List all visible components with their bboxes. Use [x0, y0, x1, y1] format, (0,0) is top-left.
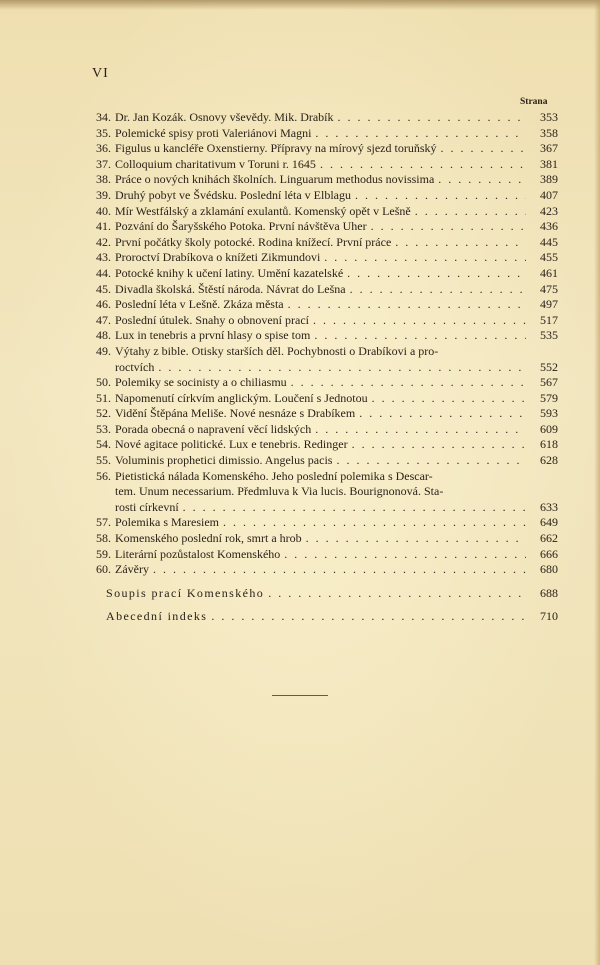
- toc-leader-dots: [438, 172, 526, 188]
- toc-entry: [86, 188, 558, 204]
- toc-entry-page: 445: [540, 234, 558, 249]
- toc-entry: [86, 141, 558, 157]
- toc-entry-continuation: [86, 484, 558, 500]
- toc-entry: [86, 110, 558, 126]
- toc-entry: [86, 266, 558, 282]
- toc-entry-title: rosti církevní: [115, 499, 179, 514]
- toc-entry-page: 497: [540, 297, 558, 312]
- toc-entry-page: 461: [540, 265, 558, 280]
- toc-entry: [86, 437, 558, 453]
- toc-entry-number: 52.: [96, 406, 111, 421]
- toc-entry-page: 710: [540, 609, 558, 624]
- toc-leader-dots: [352, 437, 526, 453]
- toc-entry-title: Voluminis prophetici dimissio. Angelus pacis: [115, 453, 333, 468]
- toc-leader-dots: [306, 531, 526, 547]
- toc-entry-number: 42.: [96, 234, 111, 249]
- toc-entry-title: Figulus u kancléře Oxenstierny. Přípravy na mírový sjezd toruňský: [115, 141, 437, 156]
- toc-entry-page: 552: [540, 359, 558, 374]
- toc-leader-dots: [158, 360, 526, 376]
- toc-leader-dots: [347, 266, 526, 282]
- toc-leader-dots: [320, 157, 526, 173]
- toc-entry-title: Literární pozůstalost Komenského: [115, 546, 281, 561]
- toc-entry: [86, 219, 558, 235]
- toc-entry-number: 37.: [96, 156, 111, 171]
- toc-entry-number: 56.: [96, 468, 111, 483]
- toc-leader-dots: [288, 297, 526, 313]
- toc-entry: [86, 375, 558, 391]
- toc-entry-number: 59.: [96, 546, 111, 561]
- toc-leader-dots: [314, 328, 526, 344]
- toc-entry-title: První počátky školy potocké. Rodina knížecí. První práce: [115, 234, 392, 249]
- toc-entry-title: Mír Westfálský a zklamání exulantů. Komenský opět v Lešně: [115, 203, 411, 218]
- toc-entry-page: 633: [540, 499, 558, 514]
- toc-entry-page: 579: [540, 390, 558, 405]
- toc-entry-page: 688: [540, 585, 558, 600]
- toc-entry-title: Divadla školská. Štěstí národa. Návrat do Lešna: [115, 281, 346, 296]
- toc-entry-title: Pozvání do Šaryšského Potoka. První návštěva Uher: [115, 219, 367, 234]
- toc-entry-title: Poslední léta v Lešně. Zkáza města: [115, 297, 284, 312]
- toc-spacer: [86, 601, 558, 609]
- toc-entry-title: Colloquium charitativum v Toruni r. 1645: [115, 156, 316, 171]
- toc-leader-dots: [315, 126, 526, 142]
- toc-entry-page: 517: [540, 312, 558, 327]
- toc-leader-dots: [371, 219, 526, 235]
- toc-entry-number: 57.: [96, 515, 111, 530]
- toc-entry-page: 455: [540, 250, 558, 265]
- toc-entry-number: 48.: [96, 328, 111, 343]
- toc-entry-title: tem. Unum necessarium. Předmluva k Via lucis. Bourignonová. Sta-: [115, 484, 444, 499]
- toc-entry: [86, 453, 558, 469]
- toc-entry: [86, 422, 558, 438]
- toc-entry-title: Vidění Štěpána Meliše. Nové nesnáze s Drabíkem: [115, 406, 356, 421]
- toc-entry-page: 407: [540, 187, 558, 202]
- toc-leader-dots: [350, 282, 526, 298]
- toc-entry-number: 50.: [96, 375, 111, 390]
- toc-leader-dots: [313, 313, 526, 329]
- toc-entry: [86, 531, 558, 547]
- toc-leader-dots: [315, 422, 526, 438]
- toc-entry: [86, 204, 558, 220]
- toc-entry: [86, 515, 558, 531]
- toc-leader-dots: [223, 515, 526, 531]
- toc-entry-number: 44.: [96, 265, 111, 280]
- toc-entry-title: Potocké knihy k učení latiny. Umění kazatelské: [115, 265, 344, 280]
- toc-entry-page: 680: [540, 562, 558, 577]
- toc-entry-page: 649: [540, 515, 558, 530]
- toc-entry: [86, 282, 558, 298]
- toc-entry-number: 36.: [96, 141, 111, 156]
- toc-entry: [86, 547, 558, 563]
- toc-entry: [86, 313, 558, 329]
- toc-entry: [86, 297, 558, 313]
- toc-appendix-entry: [86, 586, 558, 602]
- toc-entry-page: 475: [540, 281, 558, 296]
- toc-entry-page: 358: [540, 125, 558, 140]
- toc-entry-title: Závěry: [115, 562, 149, 577]
- toc-entry-number: 40.: [96, 203, 111, 218]
- toc-entry-page: 367: [540, 141, 558, 156]
- toc-entry-page: 381: [540, 156, 558, 171]
- toc-entry: [86, 172, 558, 188]
- toc-leader-dots: [372, 391, 526, 407]
- toc-leader-dots: [268, 586, 526, 602]
- toc-entry-number: 45.: [96, 281, 111, 296]
- toc-entry-number: 54.: [96, 437, 111, 452]
- closing-rule: [272, 695, 328, 696]
- toc-entry-title: Polemické spisy proti Valeriánovi Magni: [115, 125, 312, 140]
- toc-leader-dots: [441, 141, 527, 157]
- toc-entry-number: 55.: [96, 453, 111, 468]
- toc-entry-title: Výtahy z bible. Otisky starších děl. Pochybnosti o Drabíkovi a pro-: [115, 343, 439, 358]
- toc-entry-page: 618: [540, 437, 558, 452]
- toc-entry-page: 423: [540, 203, 558, 218]
- toc-entry-page: 609: [540, 421, 558, 436]
- toc-entry-page: 593: [540, 406, 558, 421]
- toc-leader-dots: [355, 188, 526, 204]
- toc-entry-page: 628: [540, 453, 558, 468]
- toc-leader-dots: [395, 235, 526, 251]
- toc-entry: [86, 562, 558, 578]
- toc-entry-number: 49.: [96, 343, 111, 358]
- toc-leader-dots: [324, 250, 526, 266]
- toc-entry: [86, 235, 558, 251]
- toc-leader-dots: [336, 453, 526, 469]
- toc-entry: [86, 391, 558, 407]
- toc-entry-title: Pietistická nálada Komenského. Jeho poslední polemika s Descar-: [115, 468, 433, 483]
- toc-entry-title: Dr. Jan Kozák. Osnovy vševědy. Mik. Drabík: [115, 110, 334, 124]
- toc-leader-dots: [211, 609, 526, 625]
- toc-entry: [86, 250, 558, 266]
- toc-entry-number: 53.: [96, 421, 111, 436]
- toc-entry-page: 666: [540, 546, 558, 561]
- page-edge-shadow-right: [594, 0, 600, 965]
- toc-entry-number: 41.: [96, 219, 111, 234]
- table-of-contents: [86, 110, 558, 625]
- toc-entry-number: 34.: [96, 110, 111, 124]
- page-column-header: Strana: [520, 97, 548, 107]
- toc-leader-dots: [284, 547, 526, 563]
- toc-leader-dots: [338, 110, 526, 126]
- toc-entry-page: 436: [540, 219, 558, 234]
- toc-entry-title: Napomenutí církvím anglickým. Loučení s Jednotou: [115, 390, 368, 405]
- toc-entry-title: Poslední útulek. Snahy o obnovení prací: [115, 312, 309, 327]
- page-number: VI: [92, 66, 109, 81]
- toc-entry-page: 535: [540, 328, 558, 343]
- toc-entry-number: 43.: [96, 250, 111, 265]
- toc-entry-number: 46.: [96, 297, 111, 312]
- page-edge-shadow: [0, 0, 600, 10]
- toc-entry-number: 39.: [96, 187, 111, 202]
- toc-entry: [86, 328, 558, 344]
- toc-entry-title: roctvích: [115, 359, 155, 374]
- toc-entry-title: Druhý pobyt ve Švédsku. Poslední léta v Elblagu: [115, 187, 351, 202]
- toc-entry-number: 60.: [96, 562, 111, 577]
- toc-entry-page: 353: [540, 110, 558, 124]
- toc-entry-continuation: [86, 500, 558, 516]
- toc-entry-title: Lux in tenebris a první hlasy o spise tom: [115, 328, 311, 343]
- toc-entry-page: 567: [540, 375, 558, 390]
- toc-entry-number: 47.: [96, 312, 111, 327]
- toc-spacer: [86, 578, 558, 586]
- toc-entry-number: 58.: [96, 531, 111, 546]
- toc-appendix-entry: [86, 609, 558, 625]
- toc-leader-dots: [183, 500, 526, 516]
- toc-entry-continuation: [86, 360, 558, 376]
- toc-entry-title: Polemiky se socinisty a o chiliasmu: [115, 375, 287, 390]
- toc-entry-page: 662: [540, 531, 558, 546]
- toc-entry: [86, 126, 558, 142]
- toc-entry-title: Práce o nových knihách školních. Linguarum methodus novissima: [115, 172, 435, 187]
- toc-entry-page: 389: [540, 172, 558, 187]
- toc-entry: [86, 344, 558, 360]
- toc-entry: [86, 469, 558, 485]
- toc-entry: [86, 157, 558, 173]
- toc-entry-title: Porada obecná o napravení věcí lidských: [115, 421, 312, 436]
- toc-entry-number: 38.: [96, 172, 111, 187]
- toc-leader-dots: [291, 375, 526, 391]
- toc-entry-title: Nové agitace politické. Lux e tenebris. Redinger: [115, 437, 348, 452]
- toc-entry: [86, 406, 558, 422]
- toc-entry-number: 35.: [96, 125, 111, 140]
- toc-leader-dots: [415, 204, 526, 220]
- toc-entry-title: Soupis prací Komenského: [106, 585, 265, 600]
- toc-entry-title: Polemika s Maresiem: [115, 515, 219, 530]
- toc-entry-title: Proroctví Drabíkova o knížeti Zikmundovi: [115, 250, 321, 265]
- toc-entry-title: Abecední indeks: [106, 609, 208, 624]
- toc-entry-number: 51.: [96, 390, 111, 405]
- toc-entry-title: Komenského poslední rok, smrt a hrob: [115, 531, 302, 546]
- toc-leader-dots: [153, 562, 526, 578]
- toc-leader-dots: [359, 406, 526, 422]
